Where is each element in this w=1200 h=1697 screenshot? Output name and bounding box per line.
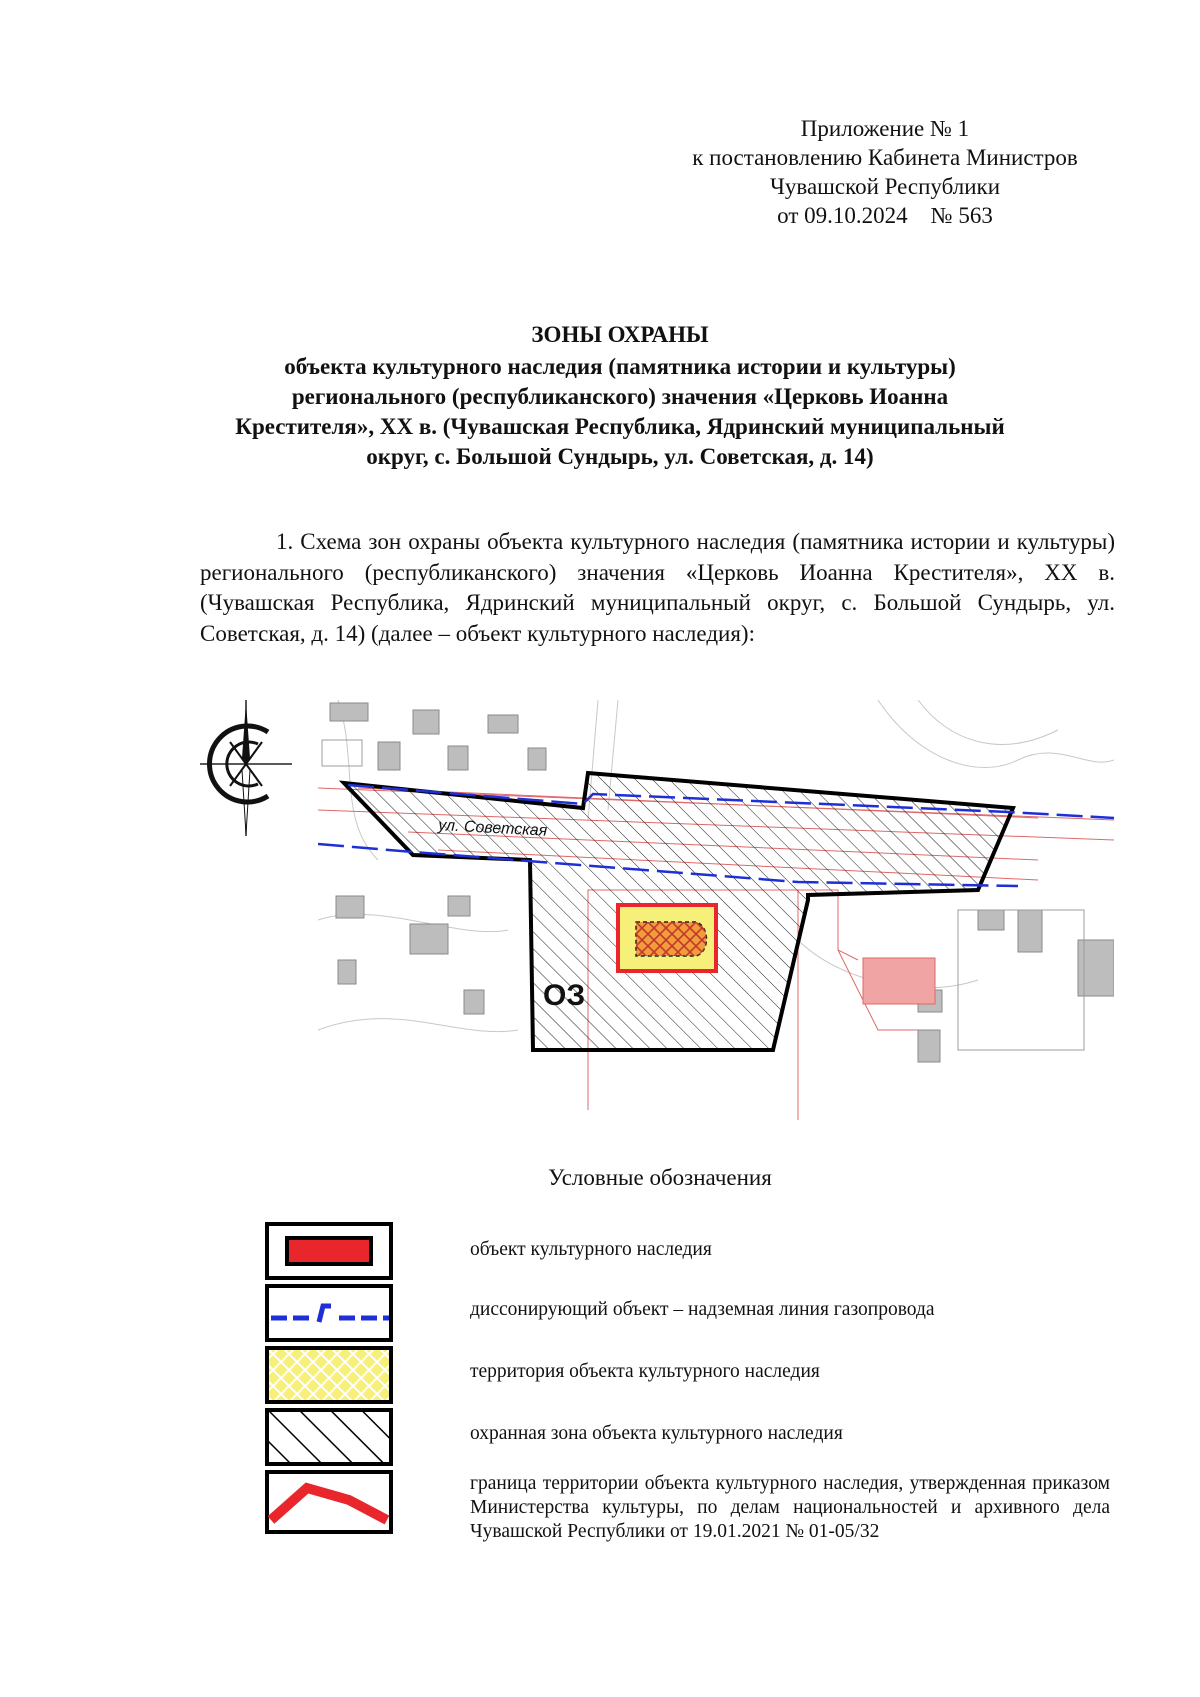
- legend-symbol-heritage-object: [265, 1222, 393, 1280]
- north-arrow-icon: [198, 698, 294, 838]
- legend-symbol-territory: [265, 1346, 393, 1404]
- map-svg: [318, 700, 1114, 1132]
- zone-label: ОЗ: [543, 979, 586, 1012]
- appendix-republic: Чувашской Республики: [769, 174, 1001, 199]
- title-line-1: ЗОНЫ ОХРАНЫ: [531, 322, 709, 347]
- street-label: ул. Советская: [437, 817, 548, 840]
- legend-title: Условные обозначения: [548, 1165, 772, 1190]
- title-line-5: округ, с. Большой Сундырь, ул. Советская, д. 14): [366, 444, 874, 469]
- legend-text-gas-line: диссонирующий объект – надземная линия газопровода: [470, 1299, 935, 1320]
- scheme-paragraph: 1. Схема зон охраны объекта культурного наследия (памятника истории и культуры) регионального (республиканского) значения «Церковь Иоанна Крестителя», XX в. (Чувашская Республика, Ядринский муниципальный округ, с. Большой Сундырь, ул. Советская, д. 14) (далее – объект культурного наследия):: [200, 529, 1115, 646]
- appendix-date: от 09.10.2024 № 563: [777, 203, 993, 228]
- legend-text-territory-boundary: граница территории объекта культурного наследия, утвержденная приказом Министерства культуры, по делам национальностей и архивного дела Чувашской Республики от 19.01.2021 № 01-05/32: [470, 1473, 1110, 1542]
- document-title: [190, 320, 1050, 472]
- legend-symbol-territory-boundary: [265, 1470, 393, 1534]
- title-line-4: Крестителя», XX в. (Чувашская Республика, Ядринский муниципальный: [235, 414, 1005, 439]
- appendix-decree: к постановлению Кабинета Министров: [692, 145, 1078, 170]
- title-line-2: объекта культурного наследия (памятника истории и культуры): [284, 354, 956, 379]
- legend-text-protection-zone: охранная зона объекта культурного наследия: [470, 1423, 843, 1444]
- legend-symbol-gas-line: [265, 1284, 393, 1342]
- legend-text-territory: территория объекта культурного наследия: [470, 1361, 820, 1382]
- appendix-number: Приложение № 1: [800, 116, 970, 141]
- title-line-3: регионального (республиканского) значения «Церковь Иоанна: [291, 384, 949, 409]
- appendix-header: [640, 114, 1130, 230]
- legend-symbol-protection-zone: [265, 1408, 393, 1466]
- legend-text-heritage-object: объект культурного наследия: [470, 1239, 712, 1260]
- protection-zones-map: [318, 700, 1114, 1132]
